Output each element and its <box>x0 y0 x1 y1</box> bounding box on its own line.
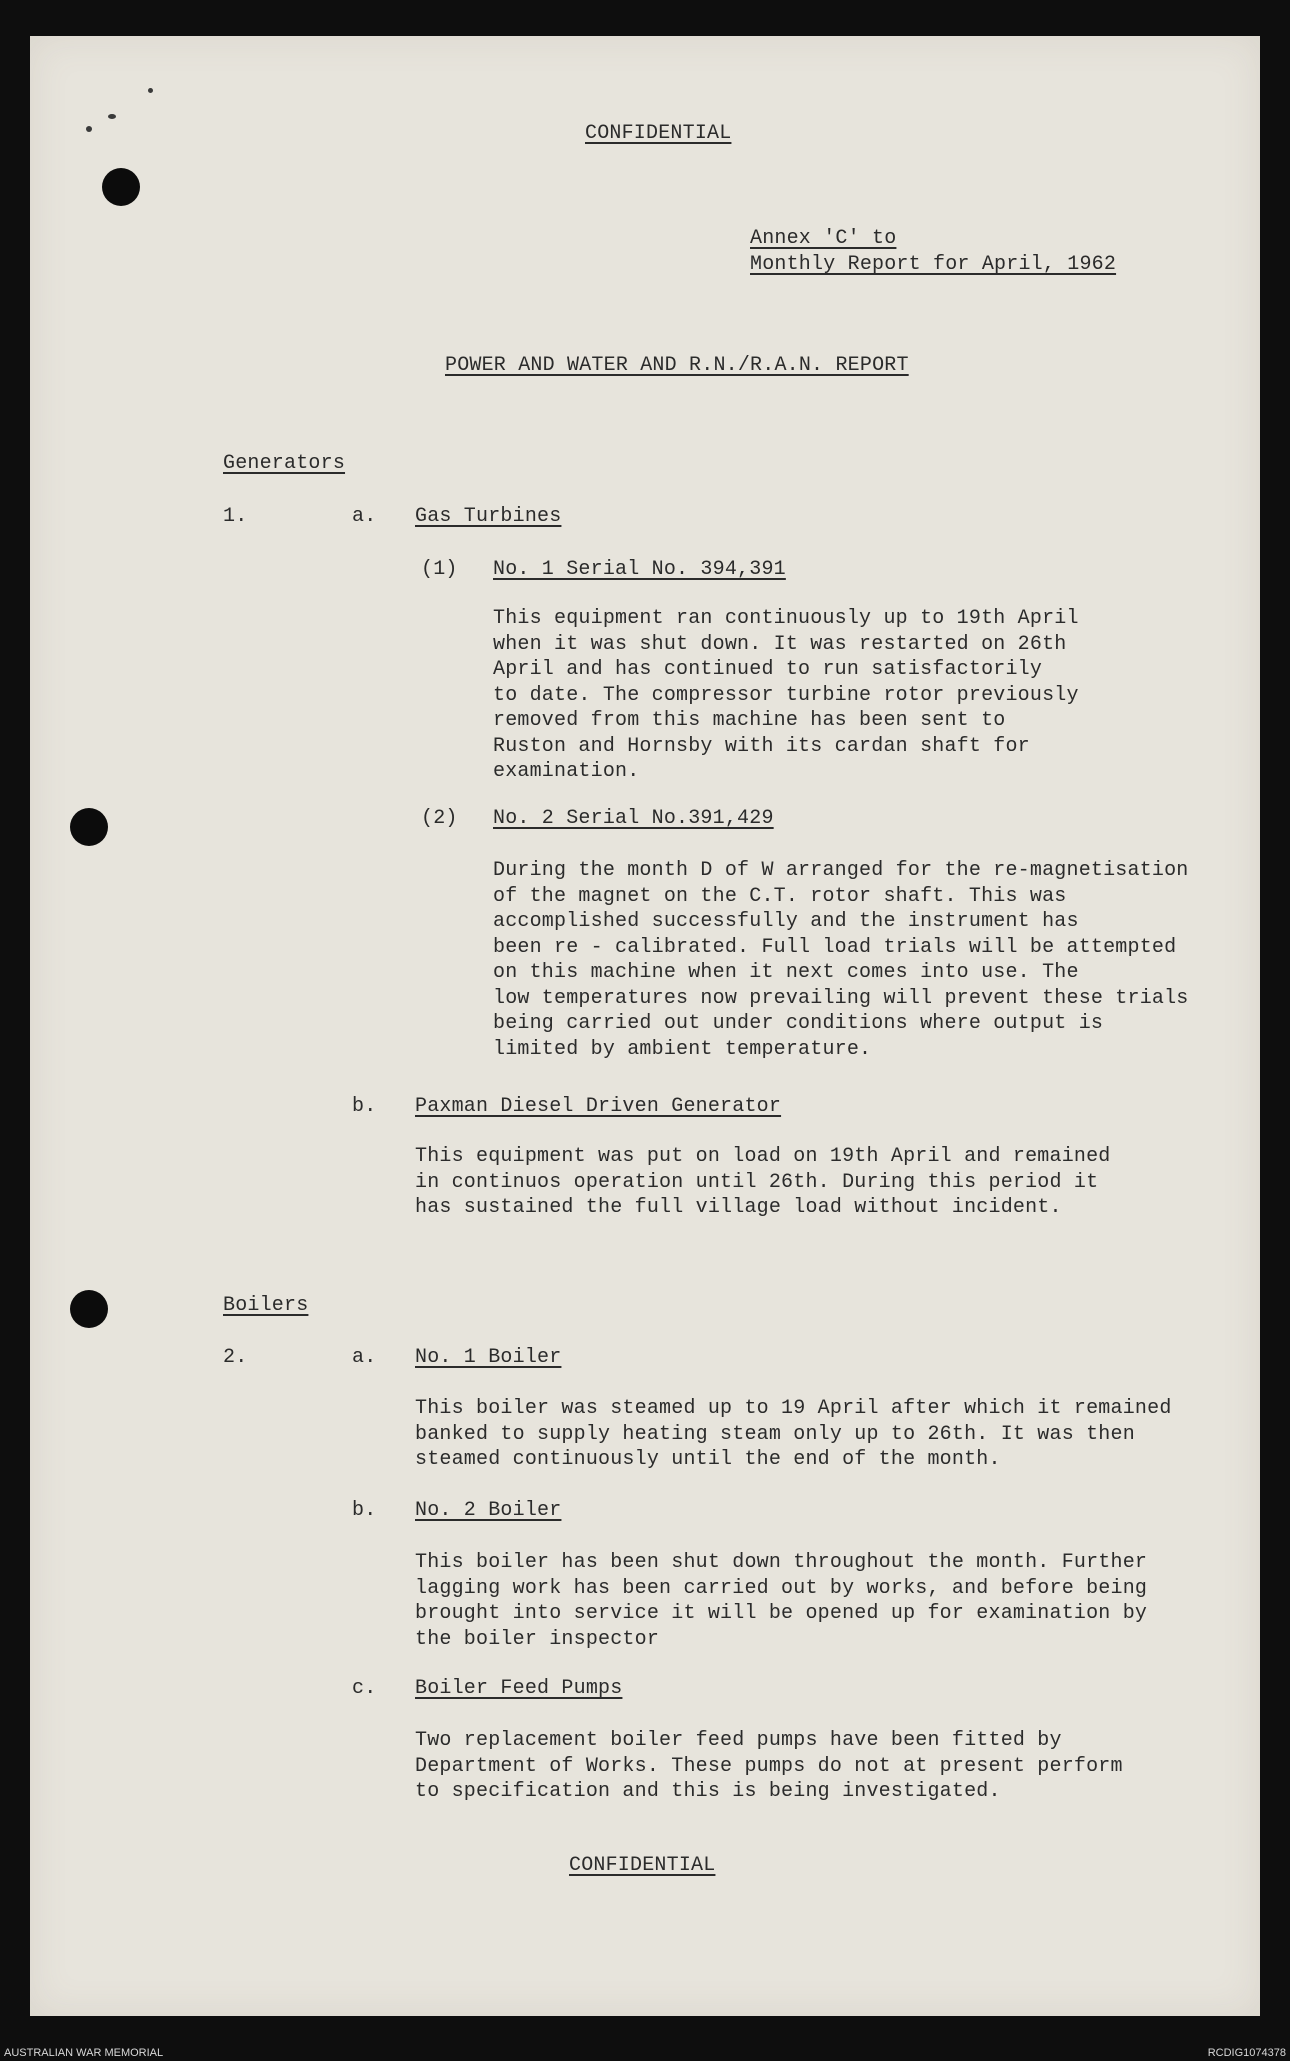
annex-line-2: Monthly Report for April, 1962 <box>750 253 1117 276</box>
subsection-letter: a. <box>352 505 377 528</box>
punch-hole <box>70 808 108 846</box>
annex-line-1: Annex 'C' to <box>750 227 897 250</box>
archive-credit: AUSTRALIAN WAR MEMORIAL <box>4 2047 164 2059</box>
section-number: 2. <box>223 1346 248 1369</box>
section-number: 1. <box>223 505 248 528</box>
report-title: POWER AND WATER AND R.N./R.A.N. REPORT <box>445 354 909 377</box>
section-heading-generators: Generators <box>223 452 346 475</box>
classification-footer: CONFIDENTIAL <box>569 1854 716 1877</box>
subsection-heading-gas-turbines: Gas Turbines <box>415 505 562 528</box>
boiler-1-paragraph: This boiler was steamed up to 19 April after which it remained banked to supply heating steam only up to 26th. It was then steamed continuously until the end of the month. <box>415 1397 1172 1471</box>
paper-speck <box>86 126 92 132</box>
punch-hole <box>102 168 140 206</box>
feed-pumps-paragraph: Two replacement boiler feed pumps have been fitted by Department of Works. These pumps do not at present perform to specification and this is being investigated. <box>415 1729 1123 1803</box>
subsection-letter: a. <box>352 1346 377 1369</box>
subsection-heading-diesel-generator: Paxman Diesel Driven Generator <box>415 1095 782 1118</box>
item-number: (2) <box>421 807 458 830</box>
subsection-letter: b. <box>352 1095 377 1118</box>
section-heading-boilers: Boilers <box>223 1294 309 1317</box>
turbine-2-paragraph: During the month D of W arranged for the re-magnetisation of the magnet on the C.T. rotor shaft. This was accomplished successfully and the instrument has been re - calibrated. Full load trials will be attempted on this machine when it next comes into use. The low temperatures now prevailing will prevent these trials being carried out under conditions where output is limited by ambient temperature. <box>493 859 1189 1061</box>
punch-hole <box>70 1290 108 1328</box>
subsection-letter: c. <box>352 1677 377 1700</box>
turbine-1-paragraph: This equipment ran continuously up to 19th April when it was shut down. It was restarted on 26th April and has continued to run satisfactorily to date. The compressor turbine rotor previously removed from this machine has been sent to Ruston and Hornsby with its cardan shaft for examination. <box>493 607 1079 783</box>
document-page <box>30 36 1260 2016</box>
diesel-generator-paragraph: This equipment was put on load on 19th April and remained in continuos operation until 26th. During this period it has sustained the full village load without incident. <box>415 1145 1111 1219</box>
classification-header: CONFIDENTIAL <box>585 122 732 145</box>
item-heading-turbine-1: No. 1 Serial No. 394,391 <box>493 558 786 581</box>
subsection-heading-feed-pumps: Boiler Feed Pumps <box>415 1677 623 1700</box>
item-number: (1) <box>421 558 458 581</box>
paper-speck <box>148 88 153 93</box>
item-heading-turbine-2: No. 2 Serial No.391,429 <box>493 807 774 830</box>
subsection-heading-boiler-1: No. 1 Boiler <box>415 1346 562 1369</box>
paper-speck <box>108 114 116 119</box>
subsection-heading-boiler-2: No. 2 Boiler <box>415 1499 562 1522</box>
subsection-letter: b. <box>352 1499 377 1522</box>
boiler-2-paragraph: This boiler has been shut down throughout the month. Further lagging work has been carried out by works, and before being brought into service it will be opened up for examination by the boiler inspector <box>415 1551 1148 1651</box>
archive-id: RCDIG1074378 <box>1207 2047 1286 2059</box>
